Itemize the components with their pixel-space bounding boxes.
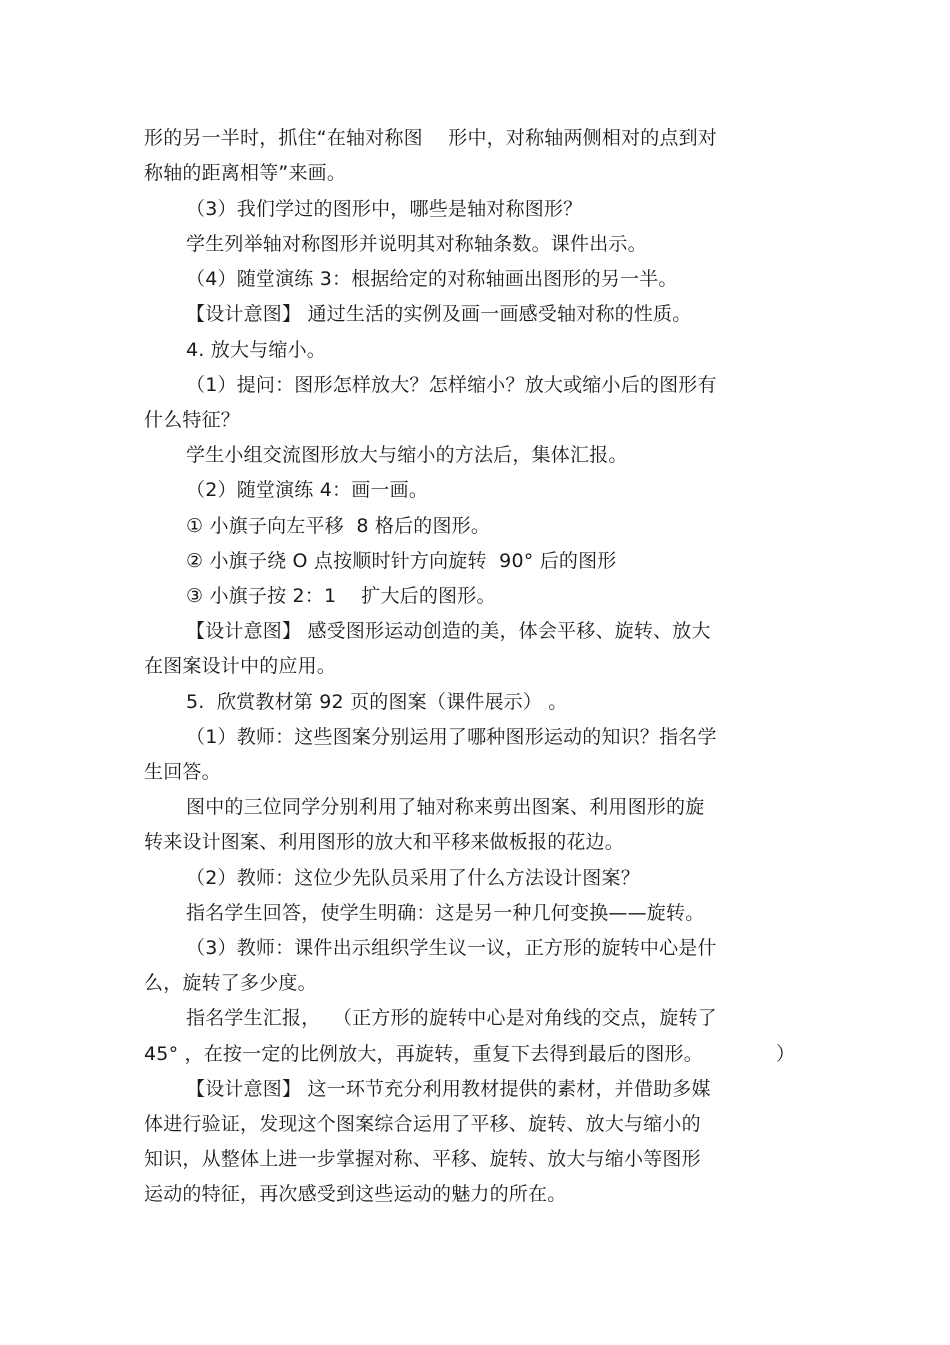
closing-parenthesis: ）: [776, 1043, 796, 1065]
text-line: （2）教师：这位少先队员采用了什么方法设计图案？: [186, 867, 640, 889]
design-intent-line: 【设计意图】 通过生活的实例及画一画感受轴对称的性质。: [186, 303, 692, 325]
text-line: 转来设计图案、利用图形的放大和平移来做板报的花边。: [144, 831, 625, 853]
text-line: 运动的特征，再次感受到这些运动的魅力的所在。: [144, 1183, 567, 1205]
text-line: 图中的三位同学分别利用了轴对称来剪出图案、利用图形的旋: [186, 796, 705, 818]
text-line: 什么特征？: [144, 409, 241, 431]
text-line: （4）随堂演练 3：根据给定的对称轴画出图形的另一半。: [186, 268, 678, 290]
text-line: 指名学生汇报， （正方形的旋转中心是对角线的交点，旋转了: [186, 1007, 717, 1029]
list-item: ① 小旗子向左平移 8 格后的图形。: [186, 515, 491, 537]
text-line: （3）教师：课件出示组织学生议一议，正方形的旋转中心是什: [186, 937, 717, 959]
text-line: 学生小组交流图形放大与缩小的方法后，集体汇报。: [186, 444, 628, 466]
design-intent-line: 【设计意图】 这一环节充分利用教材提供的素材，并借助多媒: [186, 1078, 711, 1100]
text-line: 形的另一半时，抓住“在轴对称图 形中，对称轴两侧相对的点到对: [144, 127, 718, 149]
section-heading: 4. 放大与缩小。: [186, 339, 326, 361]
text-line: 学生列举轴对称图形并说明其对称轴条数。课件出示。: [186, 233, 647, 255]
design-intent-line: 【设计意图】 感受图形运动创造的美，体会平移、旋转、放大: [186, 620, 711, 642]
text-line: 45° ，在按一定的比例放大，再旋转，重复下去得到最后的图形。: [144, 1043, 703, 1065]
text-line: 么，旋转了多少度。: [144, 972, 317, 994]
list-item: ② 小旗子绕 O 点按顺时针方向旋转 90° 后的图形: [186, 550, 617, 572]
text-line: 知识，从整体上进一步掌握对称、平移、旋转、放大与缩小等图形: [144, 1148, 701, 1170]
text-line: （1）教师：这些图案分别运用了哪种图形运动的知识？指名学: [186, 726, 717, 748]
text-line: 指名学生回答，使学生明确：这是另一种几何变换——旋转。: [186, 902, 705, 924]
text-line: 称轴的距离相等”来画。: [144, 162, 347, 184]
text-line: 在图案设计中的应用。: [144, 655, 337, 677]
section-heading: 5. 欣赏教材第 92 页的图案（课件展示） 。: [186, 691, 568, 713]
list-item: ③ 小旗子按 2：1 扩大后的图形。: [186, 585, 496, 607]
text-line: 生回答。: [144, 761, 221, 783]
text-line: 体进行验证，发现这个图案综合运用了平移、旋转、放大与缩小的: [144, 1113, 701, 1135]
text-line: （3）我们学过的图形中，哪些是轴对称图形？: [186, 198, 583, 220]
text-line: （1）提问：图形怎样放大？怎样缩小？放大或缩小后的图形有: [186, 374, 717, 396]
text-line: （2）随堂演练 4：画一画。: [186, 479, 429, 501]
